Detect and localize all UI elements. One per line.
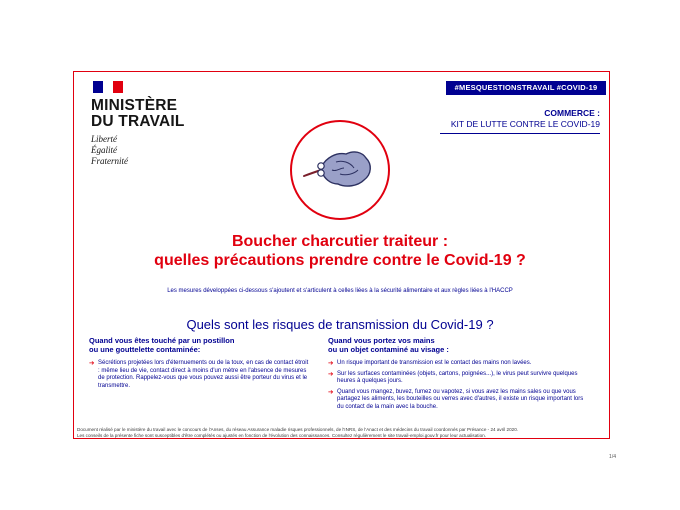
illustration-circle (290, 120, 390, 220)
risk-column-title-line1: Quand vous portez vos mains (328, 336, 435, 345)
arrow-right-icon: ➔ (89, 360, 95, 367)
intro-note: Les mesures développées ci-dessous s'ajoutent et s'articulent à celles liées à la sécurité alimentaire et aux règles liées à l'HACCP (167, 288, 513, 294)
list-item-text: Un risque important de transmission est le contact des mains non lavées. (337, 360, 532, 366)
list-item-text: Sur les surfaces contaminées (objets, cartons, poignées...), le virus peut survivre quelques heures à quelques jours. (337, 370, 578, 385)
credits-line1: Document réalisé par le ministère du travail avec le concours de l'Anses, du réseau Assurance maladie risques professionnels, de l'INRS, de l'Anact et des médecins du travail coordonnés par Présance - 24 avril 2020. (77, 427, 519, 432)
list-item (328, 360, 588, 368)
list-item (89, 360, 311, 390)
list-item (328, 389, 588, 412)
kit-label-line1: COMMERCE : (544, 108, 600, 118)
section-heading: Quels sont les risques de transmission du Covid-19 ? (186, 317, 494, 332)
risk-column-title (89, 336, 311, 354)
motto-fraternite: Fraternité (91, 156, 128, 166)
risk-column-hands (328, 336, 588, 415)
kit-label (380, 108, 600, 134)
page-title (90, 232, 590, 270)
list-item-text: Quand vous mangez, buvez, fumez ou vapotez, si vous avez les mains sales ou que vous partagez les aliments, les bouteilles ou verres avec d'autres, il existe un risque important lors du contact de la main avec la bouche. (337, 388, 584, 410)
list-item (328, 371, 588, 386)
meat-cut-icon (292, 122, 388, 218)
ministry-logo (91, 81, 221, 167)
credits-footer (77, 427, 607, 439)
kit-underline (440, 133, 600, 134)
risk-column-title-line2: ou une gouttelette contaminée: (89, 345, 201, 354)
hashtag-banner: #MESQUESTIONSTRAVAIL #COVID-19 (446, 81, 606, 95)
motto-liberte: Liberté (91, 134, 117, 144)
list-item-text: Sécrétions projetées lors d'éternuements ou de la toux, en cas de contact étroit : même lieu de vie, contact direct à moins d'un mètre en l'absence de mesures de protection. Rappelez-vous que vous pouvez aussi être porteur du virus et le transmettre. (98, 360, 309, 389)
ministry-name-line1: MINISTÈRE (91, 97, 178, 114)
credits-line2: Les conseils de la présente fiche sont susceptibles d'être complétés ou ajustés en fonction de l'évolution des connaissances. Consultez régulièrement le site travail-emploi.gouv.fr pour leur actualisation. (77, 432, 486, 438)
motto-egalite: Égalité (91, 145, 117, 155)
ministry-name (91, 98, 221, 130)
risk-column-title-line1: Quand vous êtes touché par un postillon (89, 336, 235, 345)
arrow-right-icon: ➔ (328, 360, 334, 367)
ministry-name-line2: DU TRAVAIL (91, 113, 185, 130)
risk-column-droplets (89, 336, 311, 393)
risk-column-title (328, 336, 588, 354)
risk-column-title-line2: ou un objet contaminé au visage : (328, 345, 449, 354)
page-title-line1: Boucher charcutier traiteur : (231, 233, 449, 250)
page-title-line2: quelles précautions prendre contre le Covid-19 ? (154, 252, 526, 269)
arrow-right-icon: ➔ (328, 388, 334, 396)
kit-label-line2: KIT DE LUTTE CONTRE LE COVID-19 (450, 119, 600, 129)
tricolor-flag-icon (93, 81, 123, 93)
page-number: 1/4 (609, 454, 616, 460)
republic-motto (91, 134, 221, 167)
arrow-right-icon: ➔ (328, 370, 334, 378)
